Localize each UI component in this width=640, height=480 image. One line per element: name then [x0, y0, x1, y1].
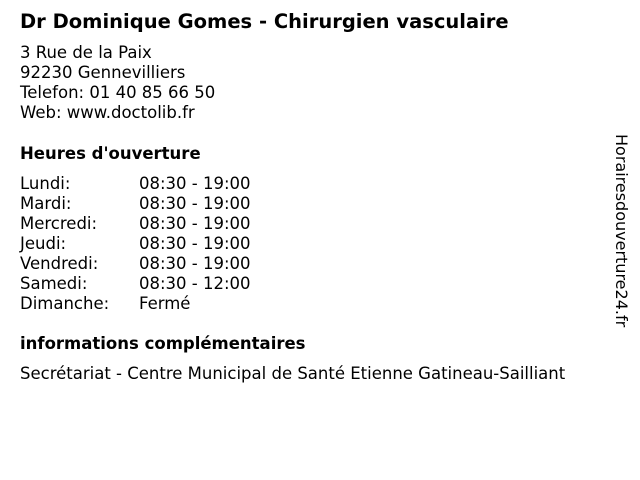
time-range: 08:30 - 19:00: [139, 214, 251, 233]
time-range: 08:30 - 19:00: [139, 234, 251, 253]
time-range: 08:30 - 19:00: [139, 254, 251, 273]
time-range: 08:30 - 19:00: [139, 194, 251, 213]
day-label: Jeudi:: [20, 234, 67, 253]
time-range: 08:30 - 19:00: [139, 174, 251, 193]
time-range: 08:30 - 12:00: [139, 274, 251, 293]
hours-row-tuesday: [20, 194, 320, 214]
day-label: Vendredi:: [20, 254, 99, 273]
city-address: 92230 Gennevilliers: [20, 63, 186, 82]
watermark: [610, 134, 634, 346]
day-label: Lundi:: [20, 174, 71, 193]
opening-hours-heading: Heures d'ouverture: [20, 144, 201, 163]
day-label: Samedi:: [20, 274, 88, 293]
day-label: Mardi:: [20, 194, 72, 213]
page-title: Dr Dominique Gomes - Chirurgien vasculaire: [20, 10, 509, 33]
phone-number: Telefon: 01 40 85 66 50: [20, 83, 216, 102]
additional-info-heading: informations complémentaires: [20, 334, 306, 353]
additional-info-text: Secrétariat - Centre Municipal de Santé Etienne Gatineau-Sailliant: [20, 364, 566, 383]
day-label: Dimanche:: [20, 294, 110, 313]
hours-row-monday: [20, 174, 320, 194]
hours-row-wednesday: [20, 214, 320, 234]
time-range: Fermé: [139, 294, 191, 313]
day-label: Mercredi:: [20, 214, 98, 233]
watermark-text: Horairesdouverture24.fr: [612, 134, 631, 328]
website: Web: www.doctolib.fr: [20, 103, 195, 122]
street-address: 3 Rue de la Paix: [20, 43, 152, 62]
hours-row-friday: [20, 254, 320, 274]
hours-row-sunday: [20, 294, 320, 314]
contact-block: [20, 43, 215, 123]
hours-row-saturday: [20, 274, 320, 294]
hours-row-thursday: [20, 234, 320, 254]
opening-hours-list: [20, 174, 320, 314]
